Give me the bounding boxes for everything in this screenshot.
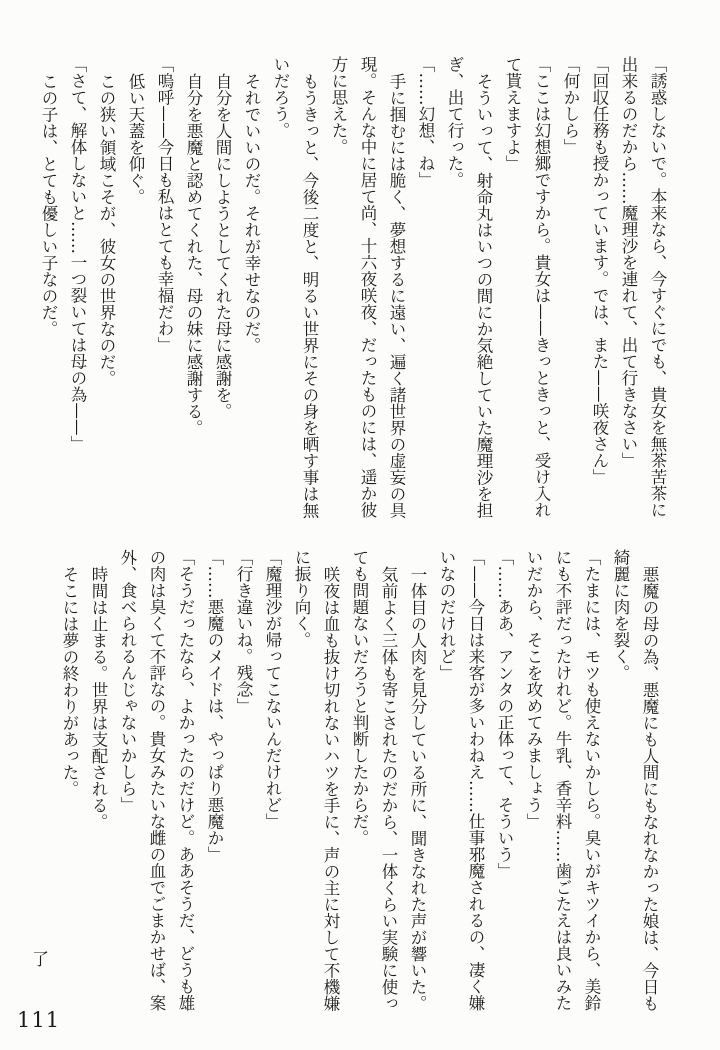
paragraph: 「行き違いね。残念」 xyxy=(234,549,253,714)
paragraph: 「回収任務も授かっています。では、また——咲夜さん」 xyxy=(590,56,609,485)
paragraph: 自分を人間にしようとしてくれた母に感謝を。 xyxy=(213,72,232,419)
paragraph: 一体目の人肉を見分している所に、聞きなれた声が響いた。 xyxy=(408,565,427,1011)
paragraph: 悪魔の母の為、悪魔にも人間にもなれなかった娘は、今日も綺麗に肉を裂く。 xyxy=(611,549,659,1011)
paragraph: 「魔理沙が帰ってこないんだけれど」 xyxy=(263,549,282,830)
paragraph: それでいいのだ。それが幸せなのだ。 xyxy=(242,72,261,353)
paragraph: そういって、射命丸はいつの間にか気絶していた魔理沙を担ぎ、出て行った。 xyxy=(445,56,493,518)
paragraph: 「誘惑しないで。本来なら、今すぐにでも、貴女を無茶苦茶に出来るのだから……魔理沙を連れて、出て行きなさい」 xyxy=(619,56,667,518)
paragraph: 時間は止まる。世界は支配される。 xyxy=(89,565,108,830)
story-text-top-block xyxy=(27,56,672,520)
paragraph: そこには夢の終わりがあった。 xyxy=(60,565,79,797)
paragraph: 「ここは幻想郷ですから。貴女は——きっときっと、受け入れて貰えますよ」 xyxy=(503,56,551,518)
paragraph: もうきっと、今後二度と、明るい世界にその身を晒す事は無いだろう。 xyxy=(271,56,319,518)
paragraph: この狭い領域こそが、彼女の世界なのだ。 xyxy=(97,72,116,386)
paragraph: 「たまには、モツも使えないかしら。臭いがキツイから、美鈴にも不評だったけれど。牛乳、香辛料……歯ごたえは良いみたいだから、そこを攻めてみましょう」 xyxy=(524,549,601,1011)
story-end-mark: 了 xyxy=(28,950,48,967)
paragraph: 「さて、解体しないと……一つ裂いては母の為——」 xyxy=(68,56,87,452)
paragraph: 「……幻想、ね」 xyxy=(416,56,435,188)
paragraph: 低い天蓋を仰ぐ。 xyxy=(126,72,145,205)
paragraph: 「嗚呼——今日も私はとても幸福だわ」 xyxy=(155,56,174,353)
paragraph: 「……悪魔のメイドは、やっぱり悪魔か」 xyxy=(205,549,224,863)
paragraph: 「そうだったなら、よかったのだけど。ああそうだ、どうも雄の肉は臭くて不評なの。貴女みたいな雌の血でごまかせば、案外、食べられるんじゃないかしら」 xyxy=(118,549,195,1011)
paragraph: この子は、とても優しい子なのだ。 xyxy=(39,72,58,337)
story-text-bottom-block xyxy=(52,549,664,1013)
paragraph: 「何かしら」 xyxy=(561,56,580,155)
paragraph: 気前よく三体も寄こされたのだから、一体くらい実験に使っても問題ないだろうと判断したからだ。 xyxy=(350,549,398,1011)
page-number: 111 xyxy=(17,1008,61,1032)
paragraph: 「……ああ、アンタの正体って、そういう」 xyxy=(495,549,514,879)
paragraph: 自分を悪魔と認めてくれた、母の妹に感謝する。 xyxy=(184,72,203,436)
paragraph: 「——今日は来客が多いわねえ……仕事邪魔されるの、凄く嫌いなのだけれど」 xyxy=(437,549,485,1011)
paragraph: 手に掴むには脆く、夢想するに遠い、遍く諸世界の虚妄の具現。そんな中に居て尚、十六夜咲夜、だったものには、遥か彼方に思えた。 xyxy=(329,56,406,518)
paragraph: 咲夜は血も抜け切れないハツを手に、声の主に対して不機嫌に振り向く。 xyxy=(292,549,340,1011)
